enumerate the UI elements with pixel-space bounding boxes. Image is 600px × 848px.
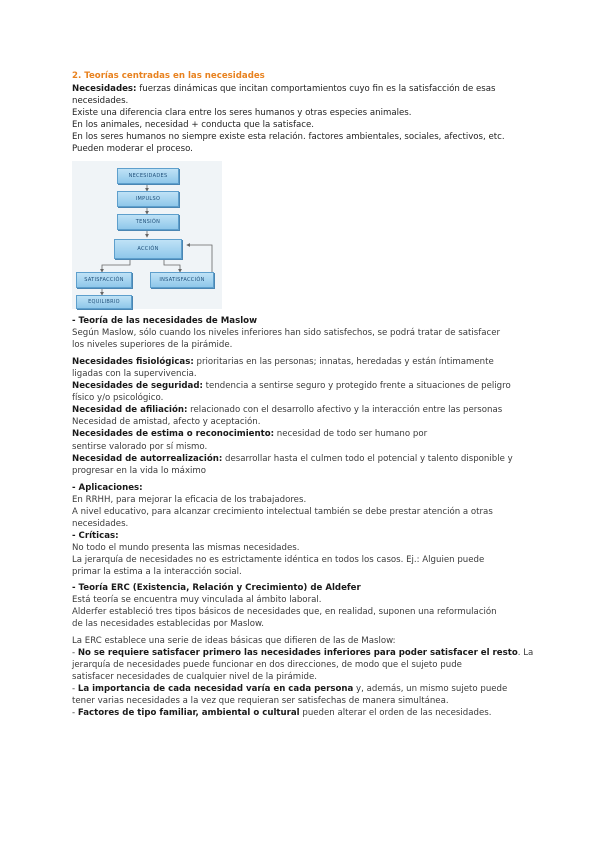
crit-1: No todo el mundo presenta las mismas necesidades. [72, 543, 300, 554]
needs-definition-cont: necesidades. [72, 96, 129, 107]
apl-2: A nivel educativo, para alcanzar crecimiento intelectual también se debe prestar atención a otras [72, 506, 493, 517]
crit-3: primar la estima a la interacción social. [72, 567, 242, 578]
estima-cont: sentirse valorado por sí mismo. [72, 441, 208, 452]
crit-2: La jerarquía de necesidades no es estrictamente idéntica en todos los casos. Ej.: Alguien puede [72, 555, 485, 566]
maslow-p2: los niveles superiores de la pirámide. [72, 339, 233, 350]
maslow-heading [72, 315, 532, 327]
bullet-1-bold: No se requiere satisfacer primero las necesidades inferiores para poder satisfacer el resto [77, 648, 518, 658]
erc-bullet-1-cont-1: jerarquía de necesidades puede funcionar en dos direcciones, de modo que el sujeto pude [72, 660, 462, 671]
afil-text: relacionado con el desarrollo afectivo y la interacción entre las personas [187, 405, 503, 416]
estima-text: necesidad de todo ser humano por [274, 429, 428, 440]
bullet-dash: - [72, 684, 78, 695]
intro-line-4: En los seres humanos no siempre existe esta relación. factores ambientales, sociales, afectivos, etc. [72, 132, 505, 143]
bullet-1-rest: . La [517, 648, 534, 658]
bullet-3-rest: pueden alterar el orden de las necesidades. [299, 708, 492, 719]
box-impulso: IMPULSO [117, 191, 179, 207]
bullet-3-bold: Factores de tipo familiar, ambiental o cultural [77, 708, 300, 719]
seg-cont: físico y/o psicológico. [72, 393, 164, 404]
apl-3: necesidades. [72, 519, 129, 530]
maslow-heading-text: - Teoría de las necesidades de Maslow [72, 315, 258, 326]
afil-line [72, 404, 532, 416]
box-equilibrio: EQUILIBRIO [76, 295, 132, 309]
needs-process-diagram [72, 161, 222, 309]
bullet-dash: - [72, 708, 78, 719]
seg-label: Necesidades de seguridad: [72, 381, 203, 392]
box-accion: ACCIÓN [114, 239, 182, 259]
crit-heading-text: - Críticas: [72, 531, 119, 542]
auto-text: desarrollar hasta el culmen todo el potencial y talento disponible y [222, 453, 513, 464]
estima-line [72, 428, 532, 440]
bullet-2-rest: y, además, un mismo sujeto puede [353, 684, 508, 695]
seg-text: tendencia a sentirse seguro y protegido frente a situaciones de peligro [202, 381, 511, 392]
intro-line-2: Existe una diferencia clara entre los seres humanos y otras especies animales. [72, 108, 412, 119]
intro-line-3: En los animales, necesidad + conducta que la satisface. [72, 120, 315, 131]
erc-p1: Está teoría se encuentra muy vinculada al ámbito laboral. [72, 594, 322, 605]
fisio-text: prioritarias en las personas; innatas, heredadas y están íntimamente [193, 356, 494, 367]
auto-label: Necesidad de autorrealización: [72, 453, 223, 464]
erc-bullet-1 [72, 647, 532, 659]
document-page [72, 70, 532, 720]
needs-definition [72, 83, 532, 95]
apl-heading-text: - Aplicaciones: [72, 482, 143, 493]
erc-heading-text: - Teoría ERC (Existencia, Relación y Crecimiento) de Aldefer [72, 582, 361, 593]
bullet-dash: - [72, 648, 78, 658]
erc-bullet-3 [72, 707, 532, 719]
needs-definition-text: fuerzas dinámicas que incitan comportamientos cuyo fin es la satisfacción de esas [136, 84, 496, 94]
erc-bullet-1-cont-2: satisfacer necesidades de cualquier nivel de la pirámide. [72, 672, 318, 683]
needs-label: Necesidades: [72, 84, 137, 94]
auto-cont: progresar en la vida lo máximo [72, 465, 207, 476]
erc-p4: La ERC establece una serie de ideas básicas que difieren de las de Maslow: [72, 635, 396, 646]
auto-line [72, 453, 532, 465]
crit-heading [72, 530, 532, 542]
fisio-cont: ligadas con la supervivencia. [72, 368, 197, 379]
box-satisfaccion: SATISFACCIÓN [76, 272, 132, 288]
estima-label: Necesidades de estima o reconocimiento: [72, 429, 275, 440]
apl-heading [72, 482, 532, 494]
afil-cont: Necesidad de amistad, afecto y aceptación. [72, 417, 261, 428]
box-tension: TENSIÓN [117, 214, 179, 230]
erc-p3: de las necesidades establecidas por Maslow. [72, 618, 264, 629]
erc-p2: Alderfer estableció tres tipos básicos de necesidades que, en realidad, suponen una reformulación [72, 606, 497, 617]
apl-1: En RRHH, para mejorar la eficacia de los trabajadores. [72, 494, 307, 505]
erc-heading [72, 582, 532, 594]
box-necesidades: NECESIDADES [117, 168, 179, 184]
seg-line [72, 380, 532, 392]
erc-bullet-2 [72, 683, 532, 695]
erc-bullet-2-cont: tener varias necesidades a la vez que requieran ser satisfechas de manera simultánea. [72, 696, 449, 707]
bullet-2-bold: La importancia de cada necesidad varía en cada persona [77, 684, 354, 695]
afil-label: Necesidad de afiliación: [72, 405, 188, 416]
intro-line-5: Pueden moderar el proceso. [72, 144, 193, 155]
maslow-p1: Según Maslow, sólo cuando los niveles inferiores han sido satisfechos, se podrá tratar de satisfacer [72, 327, 501, 338]
fisio-label: Necesidades fisiológicas: [72, 356, 194, 367]
fisio-line [72, 356, 532, 368]
section-title: 2. Teorías centradas en las necesidades [72, 71, 265, 81]
box-insatisfaccion: INSATISFACCIÓN [150, 272, 214, 288]
